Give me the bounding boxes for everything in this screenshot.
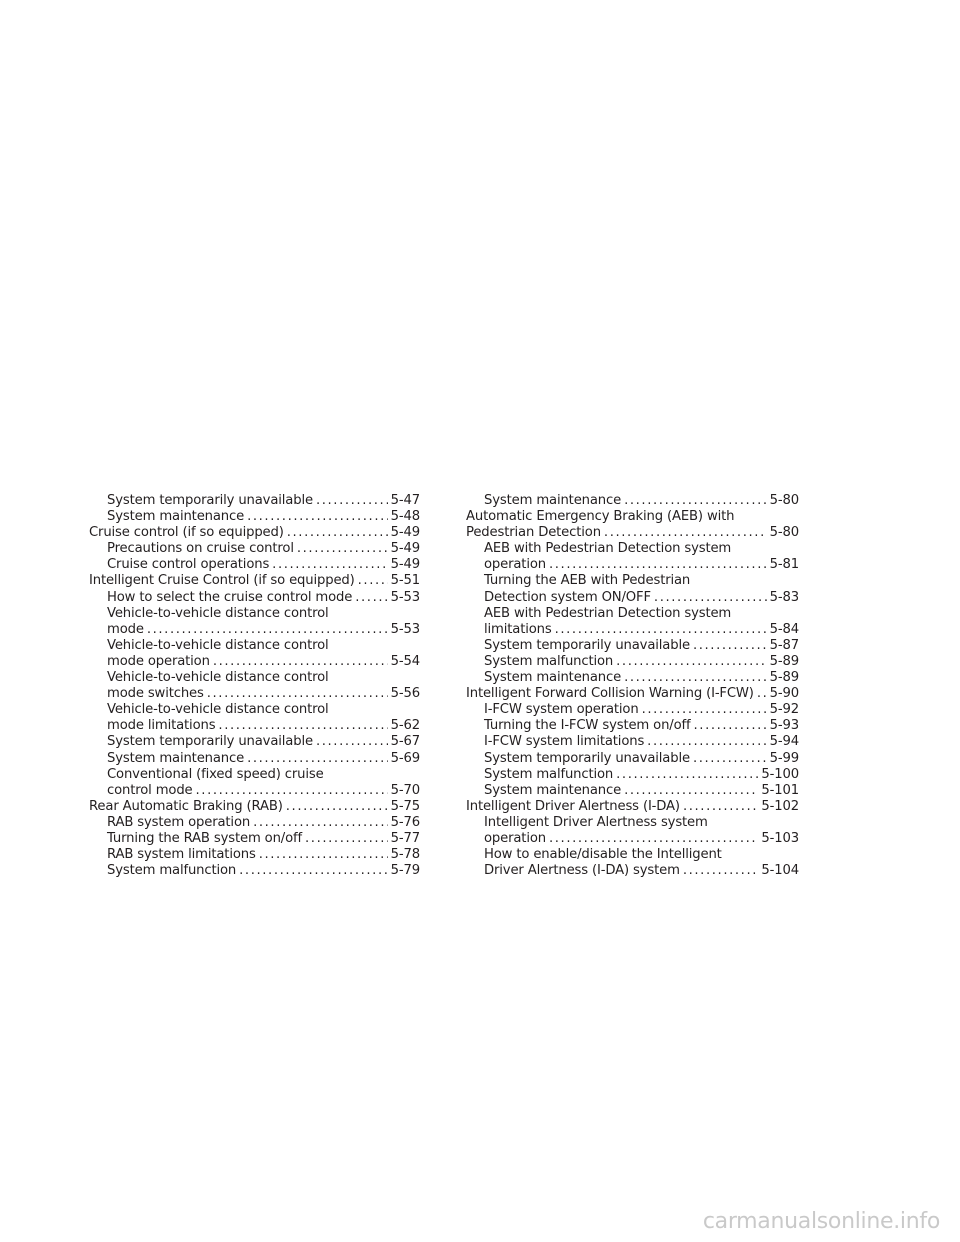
- toc-entry-line: [107, 493, 420, 509]
- toc-entry-title: operation: [484, 830, 546, 846]
- toc-page-number: 5-92: [769, 702, 799, 718]
- dot-leader: [549, 831, 758, 847]
- toc-entry-title: System maintenance: [107, 750, 245, 766]
- toc-entry-title: operation: [484, 557, 546, 573]
- dot-leader: [694, 718, 767, 734]
- toc-entry-line: [89, 525, 420, 541]
- toc-entry-title: Vehicle-to-vehicle distance control: [107, 605, 329, 621]
- toc-entry-line: [107, 734, 420, 750]
- toc-entry-line: [107, 751, 420, 767]
- toc-entry-line: [107, 622, 420, 638]
- toc-page-number: 5-76: [390, 814, 420, 830]
- dot-leader: [616, 767, 758, 783]
- toc-page-number: 5-51: [390, 573, 420, 589]
- dot-leader: [218, 718, 387, 734]
- toc-entry-title: Detection system ON/OFF: [484, 589, 651, 605]
- toc-subentry[interactable]: [466, 751, 799, 767]
- toc-entry-line: [484, 638, 799, 654]
- dot-leader: [287, 525, 388, 541]
- toc-entry-title: System maintenance: [107, 509, 245, 525]
- toc-entry-title: System temporarily unavailable: [484, 637, 690, 653]
- toc-entry-title: Intelligent Driver Alertness system: [484, 814, 708, 830]
- toc-entry-title: control mode: [107, 782, 193, 798]
- toc-entry-line: [107, 557, 420, 573]
- toc-page-number: 5-79: [390, 863, 420, 879]
- toc-page-number: 5-47: [390, 493, 420, 508]
- watermark-text: carmanualsonline.info: [702, 1209, 940, 1234]
- dot-leader: [683, 799, 758, 815]
- toc-entry-line: [107, 590, 420, 606]
- toc-page-number: 5-89: [769, 653, 799, 669]
- toc-entry-line: [107, 767, 420, 783]
- toc-page-number: 5-83: [769, 589, 799, 605]
- toc-entry-line: [484, 863, 799, 879]
- toc-entry-title: System maintenance: [484, 782, 622, 798]
- dot-leader: [654, 590, 767, 606]
- toc-entry-line: [107, 541, 420, 557]
- toc-entry-line: [107, 702, 420, 718]
- toc-entry-title: Conventional (fixed speed) cruise: [107, 766, 324, 782]
- dot-leader: [239, 863, 388, 879]
- dot-leader: [642, 702, 767, 718]
- toc-entry-title: Cruise control operations: [107, 557, 270, 573]
- toc-entry-title: System maintenance: [484, 493, 622, 508]
- toc-subentry[interactable]: [89, 493, 420, 509]
- dot-leader: [272, 557, 387, 573]
- toc-subentry[interactable]: [89, 509, 420, 525]
- toc-entry-title: Automatic Emergency Braking (AEB) with: [466, 509, 735, 525]
- toc-page-number: 5-80: [769, 525, 799, 541]
- toc-entry-title: Turning the RAB system on/off: [107, 830, 303, 846]
- toc-entry-line: [466, 686, 799, 702]
- toc-entry-title: limitations: [484, 621, 552, 637]
- toc-entry-title: AEB with Pedestrian Detection system: [484, 541, 732, 557]
- toc-page-number: 5-67: [390, 734, 420, 750]
- toc-entry-line: [466, 525, 799, 541]
- toc-column-right: [466, 493, 799, 879]
- toc-subentry[interactable]: [89, 847, 420, 863]
- toc-page-number: 5-100: [761, 766, 799, 782]
- dot-leader: [213, 654, 388, 670]
- toc-entry-title: System temporarily unavailable: [484, 750, 690, 766]
- toc-entry[interactable]: [89, 573, 420, 589]
- toc-entry-line: [107, 638, 420, 654]
- toc-page-number: 5-69: [390, 750, 420, 766]
- toc-subentry[interactable]: [89, 541, 420, 557]
- toc-page-number: 5-89: [769, 670, 799, 686]
- dot-leader: [549, 557, 767, 573]
- toc-entry-line: [89, 799, 420, 815]
- dot-leader: [207, 686, 388, 702]
- toc-entry[interactable]: [89, 525, 420, 541]
- toc-subentry[interactable]: [466, 815, 799, 847]
- toc-page-number: 5-94: [769, 734, 799, 750]
- toc-subentry[interactable]: [466, 767, 799, 783]
- dot-leader: [555, 622, 767, 638]
- toc-entry-title: System malfunction: [484, 766, 614, 782]
- toc-page-number: 5-99: [769, 750, 799, 766]
- toc-subentry[interactable]: [466, 493, 799, 509]
- dot-leader: [624, 493, 767, 509]
- toc-subentry[interactable]: [89, 767, 420, 799]
- toc-page-number: 5-104: [761, 863, 799, 879]
- toc-page-number: 5-81: [769, 557, 799, 573]
- toc-entry-line: [484, 670, 799, 686]
- toc-entry-line: [107, 509, 420, 525]
- toc-page-number: 5-84: [769, 621, 799, 637]
- toc-page-number: 5-101: [761, 782, 799, 798]
- toc-entry-line: [484, 831, 799, 847]
- toc-page-number: 5-87: [769, 637, 799, 653]
- toc-entry-line: [484, 622, 799, 638]
- dot-leader: [647, 734, 766, 750]
- toc-entry-line: [484, 573, 799, 589]
- toc-entry-title: RAB system limitations: [107, 847, 256, 863]
- toc-entry-title: System malfunction: [484, 653, 614, 669]
- toc-entry-title: Pedestrian Detection: [466, 525, 601, 541]
- toc-page-number: 5-103: [761, 830, 799, 846]
- dot-leader: [604, 525, 767, 541]
- toc-page-number: 5-77: [390, 830, 420, 846]
- dot-leader: [693, 638, 767, 654]
- toc-page-number: 5-53: [390, 589, 420, 605]
- toc-page-number: 5-53: [390, 621, 420, 637]
- toc-page-number: 5-49: [390, 525, 420, 541]
- toc-entry[interactable]: [466, 686, 799, 702]
- dot-leader: [297, 541, 388, 557]
- toc-entry-line: [466, 509, 799, 525]
- toc-entry-line: [484, 815, 799, 831]
- toc-page-number: 5-75: [390, 798, 420, 814]
- dot-leader: [196, 783, 388, 799]
- toc-entry-line: [89, 573, 420, 589]
- toc-entry-line: [484, 590, 799, 606]
- toc-entry-title: Vehicle-to-vehicle distance control: [107, 702, 329, 718]
- toc-page-number: 5-56: [390, 686, 420, 702]
- dot-leader: [316, 734, 388, 750]
- dot-leader: [286, 799, 388, 815]
- toc-entry-line: [107, 670, 420, 686]
- toc-entry-line: [484, 718, 799, 734]
- toc-entry-title: Intelligent Cruise Control (if so equipped): [89, 573, 355, 589]
- dot-leader: [316, 493, 388, 509]
- dot-leader: [616, 654, 767, 670]
- toc-entry-title: mode limitations: [107, 718, 216, 734]
- toc-subentry[interactable]: [466, 654, 799, 670]
- toc-entry-line: [107, 654, 420, 670]
- toc-page-number: 5-70: [390, 782, 420, 798]
- toc-column-left: [89, 493, 420, 879]
- toc-entry[interactable]: [89, 799, 420, 815]
- toc-entry-title: I-FCW system operation: [484, 702, 639, 718]
- toc-entry-title: Vehicle-to-vehicle distance control: [107, 670, 329, 686]
- dot-leader: [247, 751, 388, 767]
- toc-entry-title: Precautions on cruise control: [107, 541, 294, 557]
- toc-subentry[interactable]: [89, 863, 420, 879]
- toc-page-number: 5-90: [769, 686, 799, 702]
- toc-entry-line: [107, 606, 420, 622]
- toc-subentry[interactable]: [466, 702, 799, 718]
- toc-page-number: 5-80: [769, 493, 799, 508]
- dot-leader: [624, 783, 758, 799]
- toc-entry-title: mode operation: [107, 653, 210, 669]
- toc-entry-line: [484, 606, 799, 622]
- dot-leader: [247, 509, 388, 525]
- toc-entry-title: Intelligent Driver Alertness (I-DA): [466, 798, 680, 814]
- toc-subentry[interactable]: [89, 815, 420, 831]
- toc-subentry[interactable]: [89, 557, 420, 573]
- toc-entry-title: I-FCW system limitations: [484, 734, 645, 750]
- toc-entry-title: Rear Automatic Braking (RAB): [89, 798, 283, 814]
- toc-entry-line: [107, 718, 420, 734]
- toc-entry[interactable]: [466, 799, 799, 815]
- toc-entry-line: [107, 863, 420, 879]
- toc-entry-line: [484, 847, 799, 863]
- toc-entry-line: [484, 557, 799, 573]
- toc-subentry[interactable]: [89, 606, 420, 638]
- toc-entry-title: AEB with Pedestrian Detection system: [484, 605, 732, 621]
- toc-subentry[interactable]: [466, 847, 799, 879]
- toc-subentry[interactable]: [89, 702, 420, 734]
- toc-subentry[interactable]: [89, 734, 420, 750]
- toc-subentry[interactable]: [466, 670, 799, 686]
- toc-subentry[interactable]: [89, 590, 420, 606]
- toc-entry-line: [466, 799, 799, 815]
- toc-page-number: 5-54: [390, 653, 420, 669]
- toc-entry-line: [484, 541, 799, 557]
- toc-entry-line: [484, 734, 799, 750]
- toc-page-number: 5-62: [390, 718, 420, 734]
- toc-entry-title: mode switches: [107, 686, 204, 702]
- toc-page-number: 5-78: [390, 847, 420, 863]
- toc-entry-title: How to enable/disable the Intelligent: [484, 847, 722, 863]
- toc-page-number: 5-49: [390, 541, 420, 557]
- toc-entry-line: [484, 783, 799, 799]
- dot-leader: [355, 590, 387, 606]
- toc-subentry[interactable]: [466, 734, 799, 750]
- toc-entry-title: Turning the AEB with Pedestrian: [484, 573, 691, 589]
- toc-entry-line: [107, 686, 420, 702]
- dot-leader: [305, 831, 388, 847]
- toc-entry-title: Driver Alertness (I-DA) system: [484, 863, 680, 879]
- toc-page-number: 5-102: [761, 798, 799, 814]
- toc-subentry[interactable]: [89, 638, 420, 670]
- toc-subentry[interactable]: [466, 541, 799, 573]
- toc-entry-title: Vehicle-to-vehicle distance control: [107, 637, 329, 653]
- dot-leader: [259, 847, 388, 863]
- toc-entry-line: [107, 847, 420, 863]
- toc-entry-title: System maintenance: [484, 670, 622, 686]
- toc-subentry[interactable]: [466, 606, 799, 638]
- dot-leader: [253, 815, 388, 831]
- toc-entry-line: [484, 493, 799, 509]
- dot-leader: [693, 751, 767, 767]
- toc-subentry[interactable]: [466, 783, 799, 799]
- toc-entry-title: mode: [107, 621, 144, 637]
- toc-entry[interactable]: [466, 509, 799, 541]
- toc-subentry[interactable]: [466, 718, 799, 734]
- toc-entry-line: [484, 702, 799, 718]
- toc-entry-line: [484, 751, 799, 767]
- toc-subentry[interactable]: [89, 831, 420, 847]
- toc-entry-line: [484, 767, 799, 783]
- toc-entry-line: [107, 831, 420, 847]
- toc-page-number: 5-49: [390, 557, 420, 573]
- dot-leader: [683, 863, 759, 879]
- dot-leader: [624, 670, 767, 686]
- dot-leader: [757, 686, 767, 702]
- toc-entry-line: [107, 783, 420, 799]
- toc-entry-title: System temporarily unavailable: [107, 493, 313, 508]
- toc-page-number: 5-48: [390, 509, 420, 525]
- toc-entry-title: System temporarily unavailable: [107, 734, 313, 750]
- toc-entry-title: Cruise control (if so equipped): [89, 525, 284, 541]
- dot-leader: [358, 573, 388, 589]
- dot-leader: [147, 622, 388, 638]
- toc-entry-line: [484, 654, 799, 670]
- toc-entry-title: Intelligent Forward Collision Warning (I-FCW): [466, 686, 754, 702]
- toc-subentry[interactable]: [89, 751, 420, 767]
- toc-subentry[interactable]: [466, 573, 799, 605]
- toc-page-number: 5-93: [769, 718, 799, 734]
- toc-entry-title: Turning the I-FCW system on/off: [484, 718, 691, 734]
- toc-subentry[interactable]: [89, 670, 420, 702]
- toc-entry-title: How to select the cruise control mode: [107, 589, 353, 605]
- toc-entry-line: [107, 815, 420, 831]
- toc-subentry[interactable]: [466, 638, 799, 654]
- toc-entry-title: RAB system operation: [107, 814, 251, 830]
- toc-entry-title: System malfunction: [107, 863, 237, 879]
